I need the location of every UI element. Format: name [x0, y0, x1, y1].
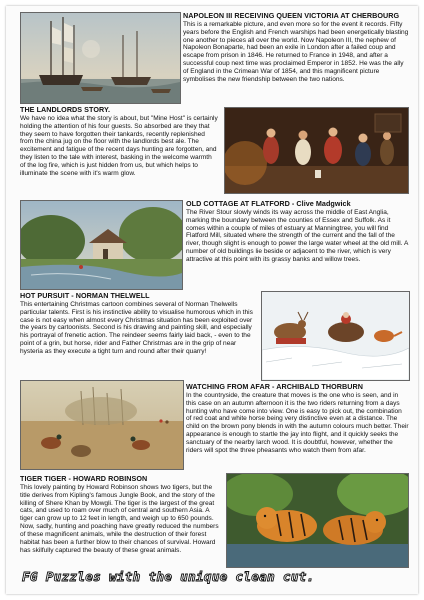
image-watching-from-afar: [20, 380, 184, 470]
article-old-cottage-flatford: [186, 200, 409, 264]
image-hot-pursuit: [261, 291, 410, 381]
image-napoleon-cherbourg: [20, 12, 181, 104]
article-title: THE LANDLORDS STORY.: [20, 105, 111, 114]
article-watching-from-afar: [186, 383, 409, 455]
article-title: OLD COTTAGE AT FLATFORD - Clive Madgwick: [186, 199, 351, 208]
article-title: NAPOLEON III RECEIVING QUEEN VICTORIA AT CHERBOURG: [183, 11, 400, 20]
article-tiger-tiger: [20, 475, 220, 555]
image-landlords-story: [224, 107, 409, 194]
article-hot-pursuit: [20, 292, 256, 356]
article-title: TIGER TIGER - HOWARD ROBINSON: [20, 474, 148, 483]
image-tiger-tiger: [226, 473, 409, 568]
article-body: This lovely painting by Howard Robinson shows two tigers, but the title derives from Kipling's famous Jungle Book, and the story of the killing of Shere Khan by Mowgli. The tiger is the largest of the great cats, and used to roam over much of central and southern Asia. A tiger can grow up to 12 feet in length, and weigh up to 650 pounds. Now, sadly, hunting and poaching have greatly reduced the numbers of these magnificent animals, while the destruction of their forest habitat has been a further blow to their chances of survival. Howard has skilfully captured the beauty of these great animals.: [20, 483, 219, 554]
article-napoleon: [183, 12, 409, 84]
article-landlords-story: [20, 106, 218, 178]
article-body: The River Stour slowly winds its way across the middle of East Anglia, marking the boundary between the counties of Essex and Suffolk. As it comes within a couple of miles of estuary at Manningtree, you will find Flatford Mill, situated where the strength of the current and the fall of the river, though slight is enough to power the large water wheel at the old mill. A number of old buildings lie beside or adjacent to the river, which is very attractive at this point with its grassy banks and willow trees.: [186, 208, 408, 263]
article-title: HOT PURSUIT - NORMAN THELWELL: [20, 291, 150, 300]
article-body: In the countryside, the creature that moves is the one who is seen, and in this case on an autumn afternoon it is the two riders returning from a days hunting who have come into view. One is easy to pick out, the combination of red coat and white horse being very distinctive even at a distance. The child on the brown pony blends in with the autumn colours much better. Their appearance is enough to startle the jay into flight, and it quickly seeks the sanctuary of the nearby larch wood. It is doubtful, however, whether the riders will spot the three pheasants who watch them from afar.: [186, 391, 409, 454]
article-title: WATCHING FROM AFAR - ARCHIBALD THORBURN: [186, 382, 363, 391]
article-body: This is a remarkable picture, and even more so for the event it records. Fifty years before the English and French warships had been energetically blasting one another to pieces all over the world. Now Napoleon III, the nephew of Napoleon Bonaparte, had been an exile in London after a failed coup and escape from prison in 1846. He returned to France in 1948, and after a successful coup next time was proclaimed Emperor in 1852. He was the ally of England in the Crimean War of 1854, and this magnificent picture symbolises the new friendship between the two nations.: [183, 20, 409, 83]
footer-slogan: FG Puzzles with the unique clean cut.: [22, 570, 315, 585]
image-old-cottage-flatford: [20, 200, 183, 290]
article-body: We have no idea what the story is about, but "Mine Host" is certainly holding the attention of his four guests. So absorbed are they that they seem to have forgotten their tankards, recently replenished from the china jug on the floor with the landlords best ale. The excitement and fatigue of the recent days hunting are forgotten, and they listen to the tale with interest, basking in the welcome warmth of the log fire, which is just hidden from us, but which helps to illuminate the scene with it's warm glow.: [20, 114, 218, 177]
article-body: This entertaining Christmas cartoon combines several of Norman Thelwells particular talents. First is his instinctive ability to visualise humorous which in this case is not easy when almost every Christmas situation has been exploited over the years by cartoonists. Second is his drawing and painting skill, and especially his portrayal of frenetic action. The reindeer seems fairly laid back, - even to the point of a grin, but horse, rider and Father Christmas are in the grip of near hysteria as they execute a tight turn and round after their quarry!: [20, 300, 253, 355]
